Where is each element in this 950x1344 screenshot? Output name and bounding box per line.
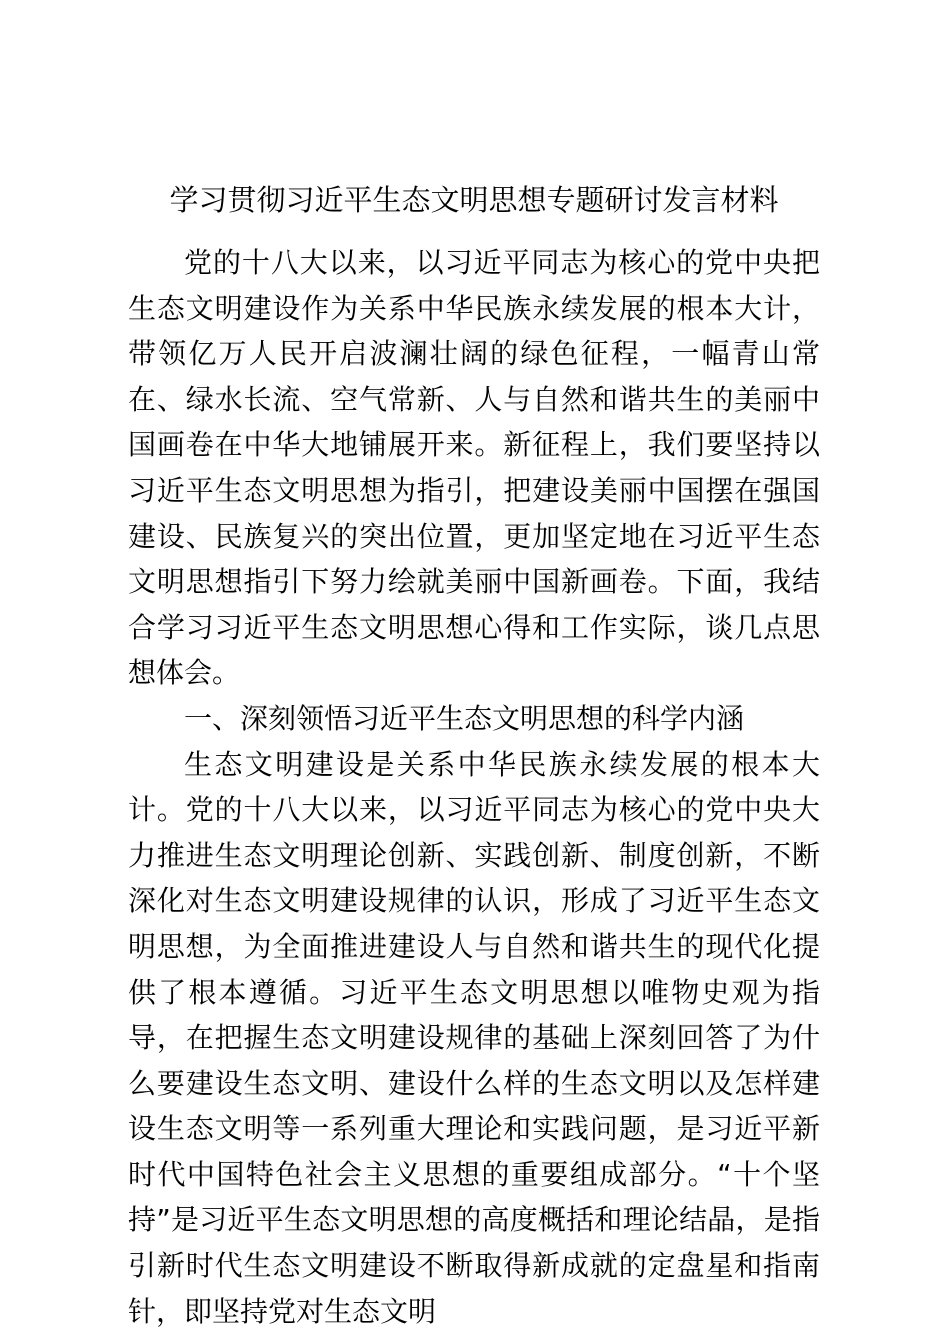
section-heading: 一、深刻领悟习近平生态文明思想的科学内涵 — [184, 701, 745, 735]
intro-paragraph: 党的十八大以来，以习近平同志为核心的党中央把生态文明建设作为关系中华民族永续发展的根本大计，带领亿万人民开启波澜壮阔的绿色征程，一幅青山常在、绿水长流、空气常新、人与自然和谐共生的美丽中国画卷在中华大地铺展开来。新征程上，我们要坚持以习近平生态文明思想为指引，把建设美丽中国摆在强国建设、民族复兴的突出位置，更加坚定地在习近平生态文明思想指引下努力绘就美丽中国新画卷。下面，我结合学习习近平生态文明思想心得和工作实际，谈几点思想体会。 — [128, 246, 820, 690]
document-title: 学习贯彻习近平生态文明思想专题研讨发言材料 — [169, 183, 779, 217]
document-body — [128, 240, 820, 1334]
section-paragraph: 生态文明建设是关系中华民族永续发展的根本大计。党的十八大以来，以习近平同志为核心的党中央大力推进生态文明理论创新、实践创新、制度创新，不断深化对生态文明建设规律的认识，形成了习近平生态文明思想，为全面推进建设人与自然和谐共生的现代化提供了根本遵循。习近平生态文明思想以唯物史观为指导，在把握生态文明建设规律的基础上深刻回答了为什么要建设生态文明、建设什么样的生态文明以及怎样建设生态文明等一系列重大理论和实践问题，是习近平新时代中国特色社会主义思想的重要组成部分。“十个坚持”是习近平生态文明思想的高度概括和理论结晶，是指引新时代生态文明建设不断取得新成就的定盘星和指南针，即坚持党对生态文明 — [128, 747, 820, 1328]
